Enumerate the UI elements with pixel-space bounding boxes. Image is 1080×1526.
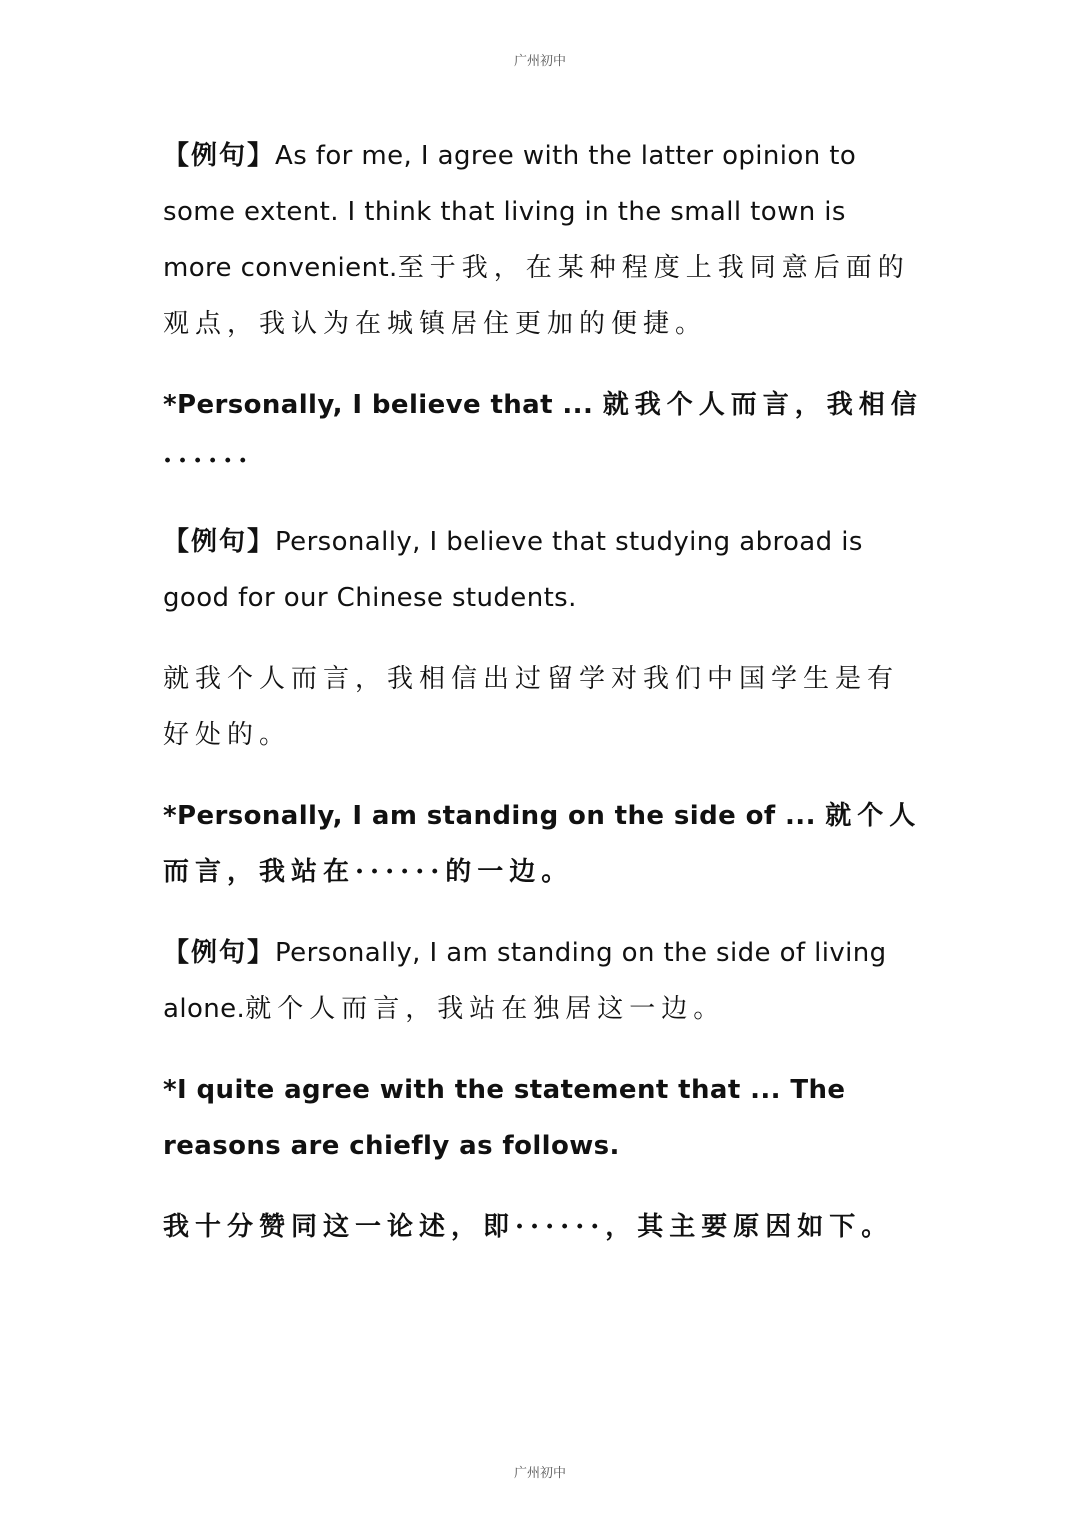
phrase-english: *Personally, I believe that ... bbox=[163, 390, 603, 420]
phrase-pattern-1 bbox=[163, 377, 923, 489]
phrase-chinese: 就个人而言，我站在······的一边。 bbox=[163, 801, 922, 887]
page-header: 广州初中 bbox=[513, 54, 566, 69]
example-tag: 【例句】 bbox=[163, 938, 276, 968]
document-body bbox=[163, 128, 923, 1280]
example-chinese: 就我个人而言，我相信出过留学对我们中国学生是有好处的。 bbox=[163, 664, 900, 750]
phrase-english: *I quite agree with the statement that ... The reasons are chiefly as follows. bbox=[163, 1075, 846, 1161]
phrase-chinese: 我十分赞同这一论述，即······，其主要原因如下。 bbox=[163, 1212, 894, 1242]
example-tag: 【例句】 bbox=[163, 527, 276, 557]
example-sentence-3 bbox=[163, 925, 923, 1037]
phrase-pattern-2 bbox=[163, 788, 923, 900]
example-sentence-2 bbox=[163, 514, 923, 626]
phrase-translation-3 bbox=[163, 1199, 923, 1255]
phrase-pattern-3 bbox=[163, 1062, 923, 1174]
example-translation-2 bbox=[163, 651, 923, 763]
example-chinese: 就个人而言，我站在独居这一边。 bbox=[245, 994, 726, 1024]
example-english: Personally, I believe that studying abroad is good for our Chinese students. bbox=[163, 527, 863, 613]
example-sentence-1 bbox=[163, 128, 923, 352]
example-chinese: 至于我，在某种程度上我同意后面的观点，我认为在城镇居住更加的便捷。 bbox=[163, 253, 910, 339]
example-tag: 【例句】 bbox=[163, 141, 276, 171]
example-english: Personally, I am standing on the side of living alone. bbox=[163, 938, 887, 1024]
phrase-english: *Personally, I am standing on the side of ... bbox=[163, 801, 826, 831]
phrase-chinese: 就我个人而言，我相信······ bbox=[163, 390, 923, 476]
page-footer: 广州初中 bbox=[513, 1466, 566, 1481]
example-english: As for me, I agree with the latter opinion to some extent. I think that living in the small town is more convenient. bbox=[163, 141, 857, 283]
